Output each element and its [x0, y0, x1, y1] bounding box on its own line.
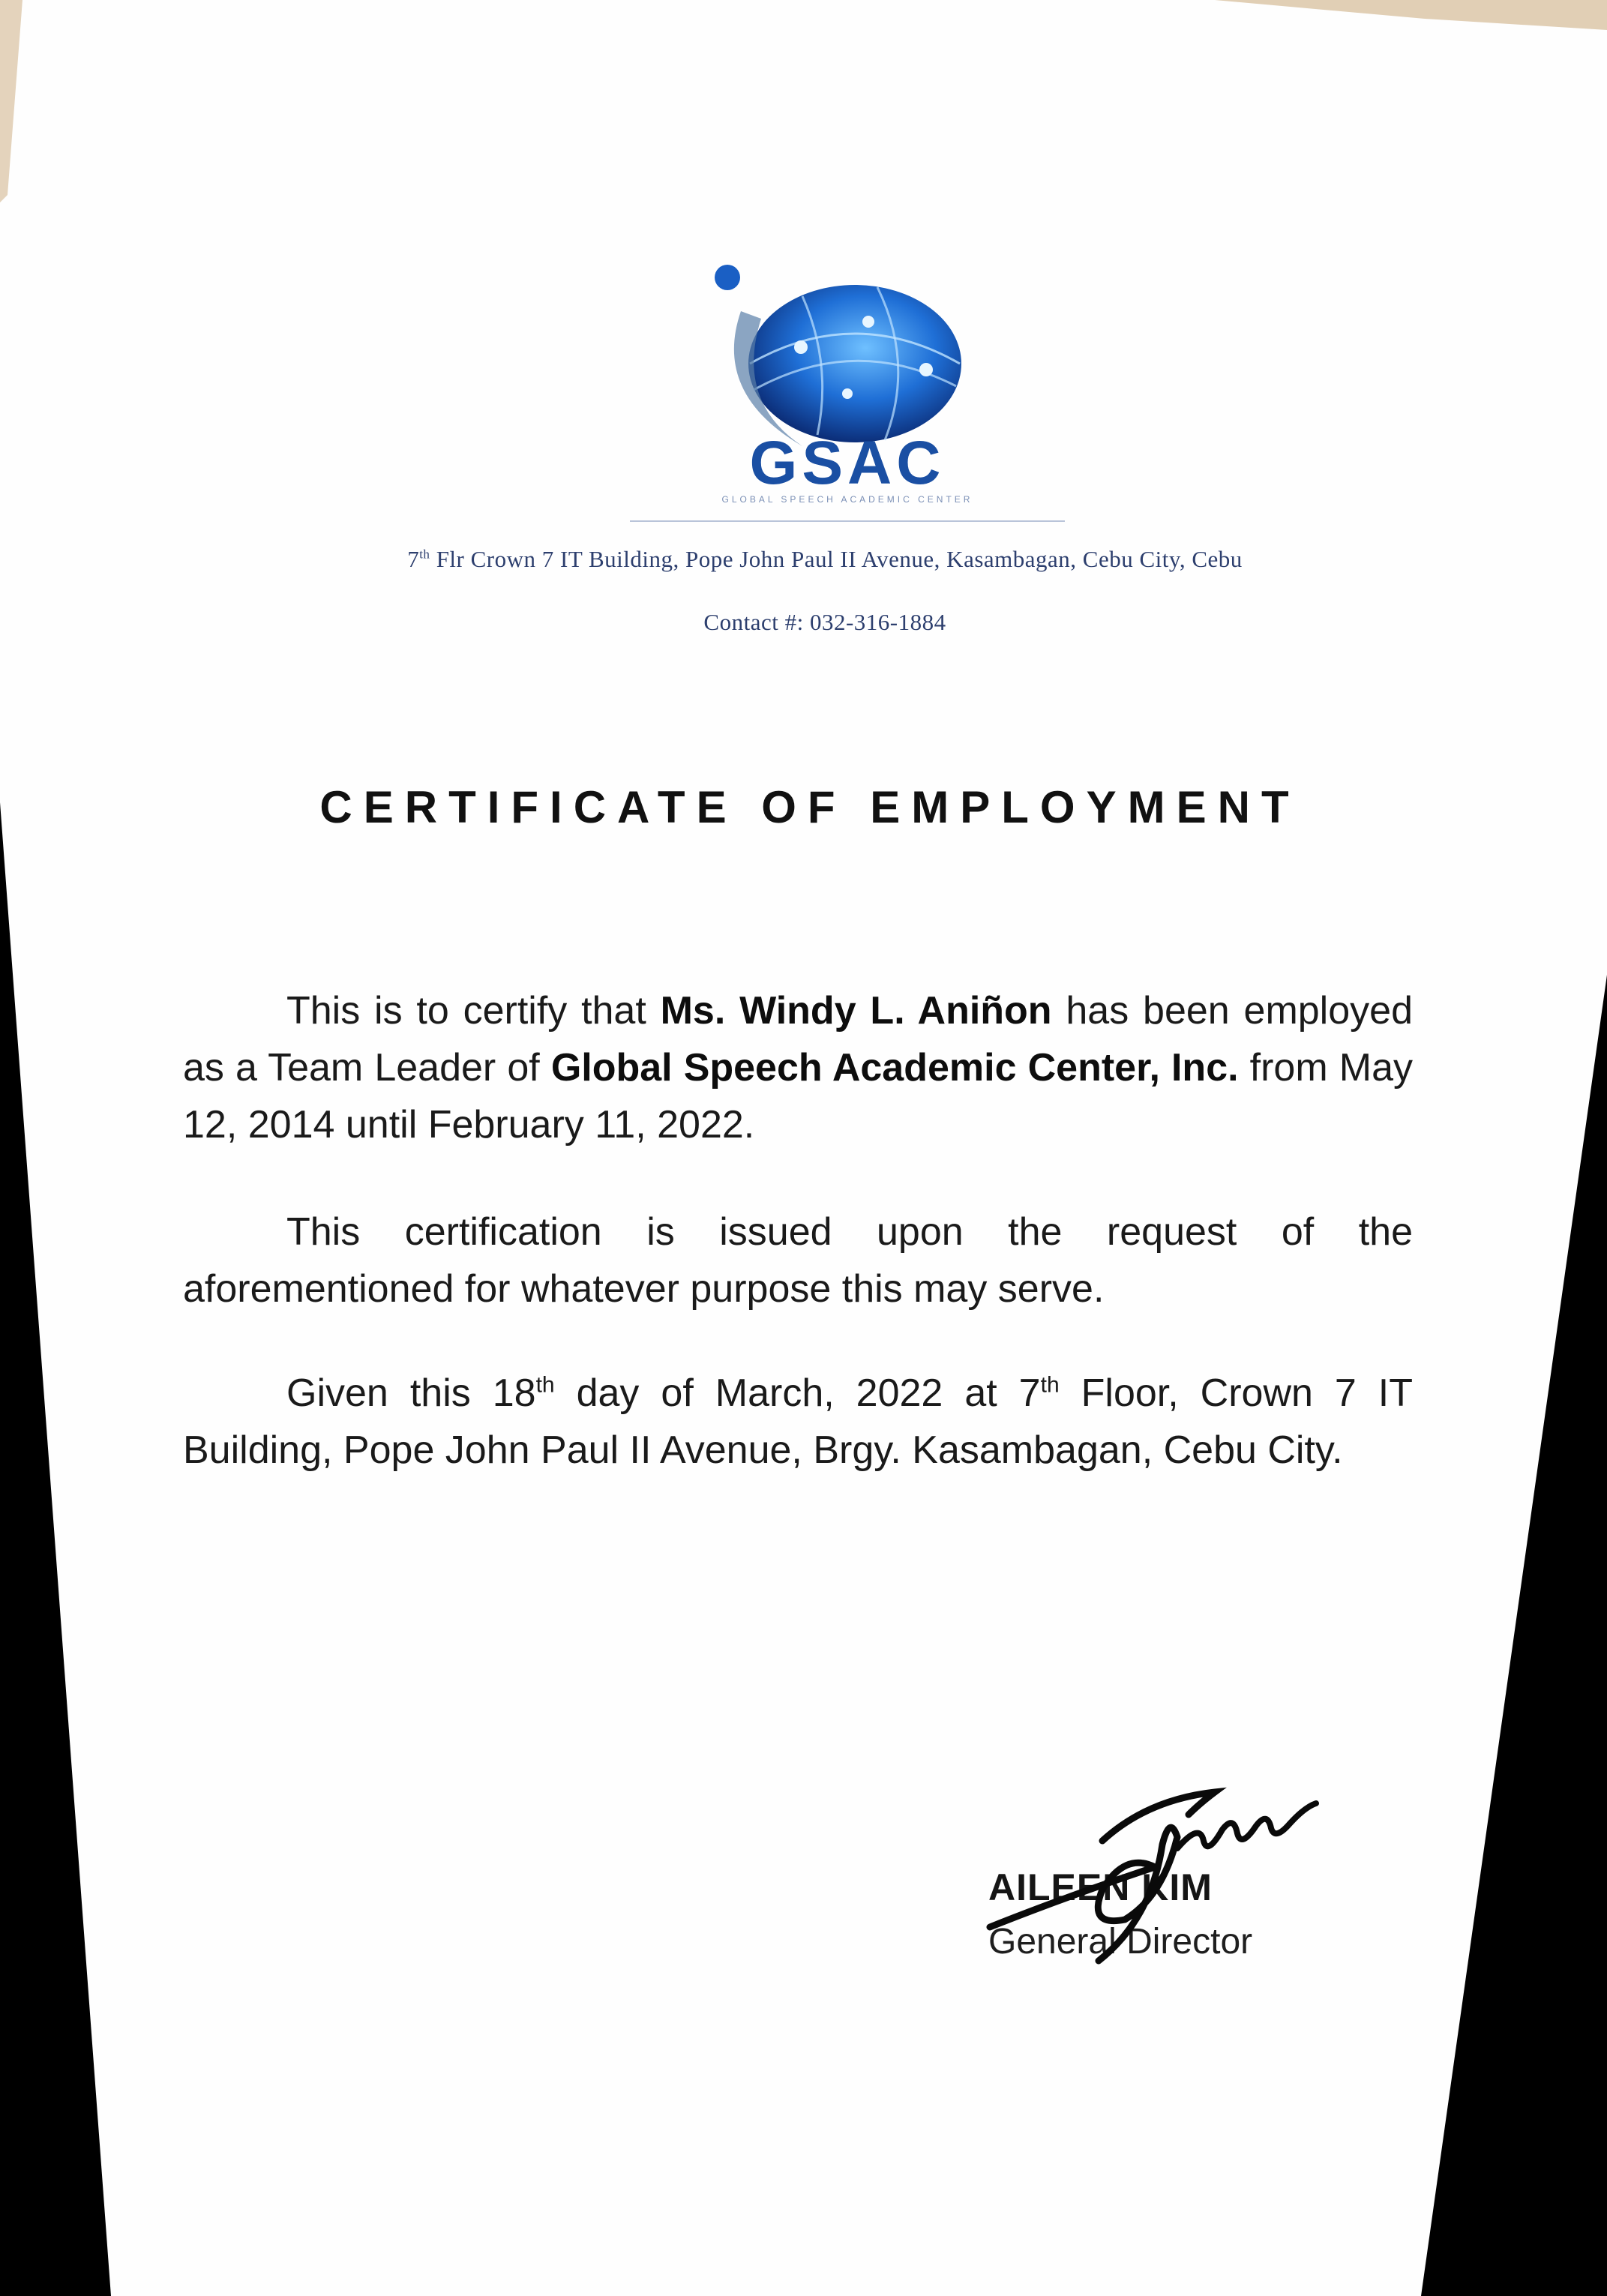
- gsac-logo: [630, 259, 1065, 529]
- signatory-title: General Director: [988, 1922, 1253, 1962]
- logo-subtext: GLOBAL SPEECH ACADEMIC CENTER: [721, 494, 973, 505]
- globe-icon: [715, 265, 961, 446]
- company-address: 7th Flr Crown 7 IT Building, Pope John Paul II Avenue, Kasambagan, Cebu City, Cebu: [407, 546, 1243, 572]
- certification-paragraph: This is to certify that Ms. Windy L. Aniñon has been employed as a Team Leader of Global Speech Academic Center, Inc. from May 12, 2014 until February 11, 2022.: [183, 989, 1413, 1147]
- company-name: Global Speech Academic Center, Inc.: [550, 1046, 1239, 1090]
- signatory-name: AILEEN KIM: [988, 1866, 1213, 1908]
- page-title: CERTIFICATE OF EMPLOYMENT: [319, 782, 1300, 832]
- logo-wordmark: GSAC: [749, 429, 946, 497]
- purpose-paragraph: This certification is issued upon the request of the aforementioned for whatever purpose this may serve.: [183, 1210, 1413, 1311]
- company-contact: Contact #: 032-316-1884: [703, 609, 946, 635]
- issuance-paragraph: Given this 18th day of March, 2022 at 7th Floor, Crown 7 IT Building, Pope John Paul II Avenue, Brgy. Kasambagan, Cebu City.: [183, 1371, 1414, 1472]
- employee-name: Ms. Windy L. Aniñon: [660, 989, 1052, 1033]
- signature-icon: [975, 1770, 1320, 1965]
